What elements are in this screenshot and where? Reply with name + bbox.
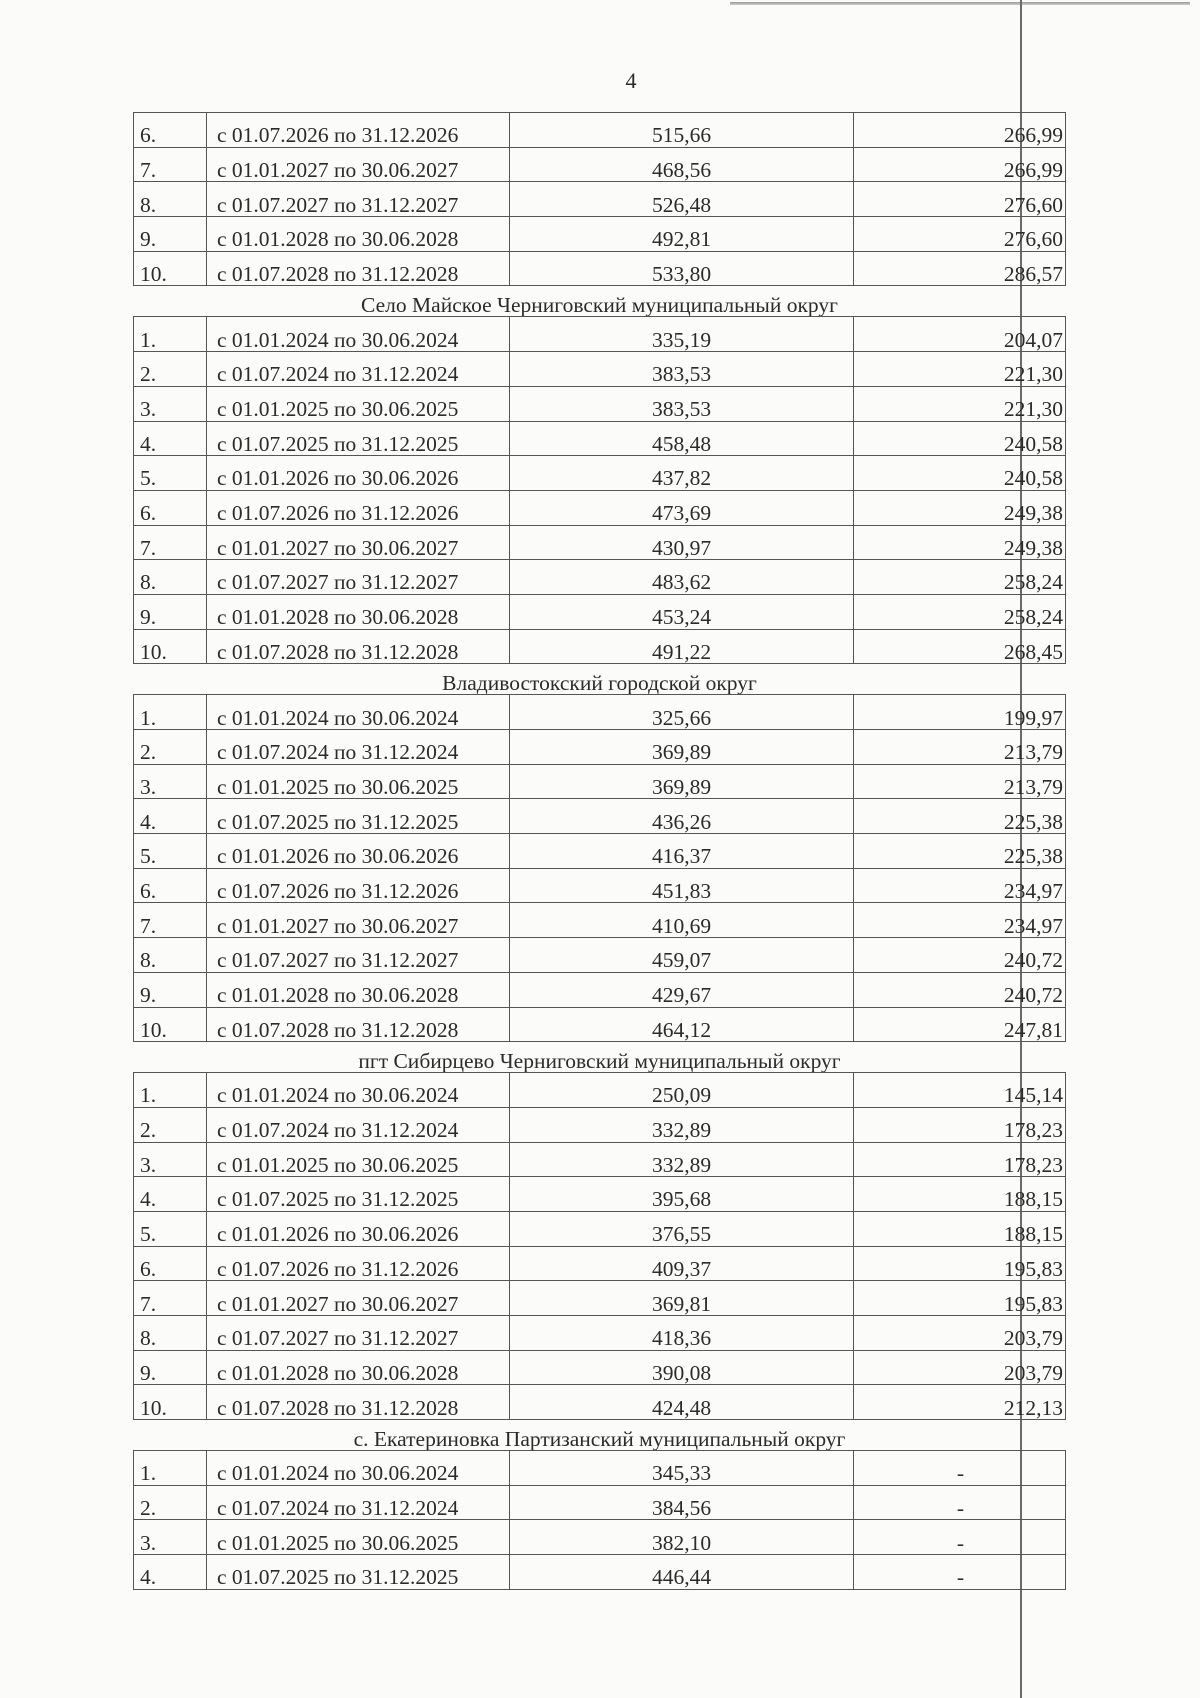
tariff-value-1: 369,89 [510,764,854,799]
tariff-value-1: 533,80 [510,251,854,286]
tariff-value-1: 376,55 [510,1211,854,1246]
period-cell: с 01.01.2025 по 30.06.2025 [207,1520,510,1555]
tariff-value-1: 436,26 [510,799,854,834]
period-cell: с 01.07.2026 по 31.12.2026 [207,113,510,148]
period-cell: с 01.07.2027 по 31.12.2027 [207,182,510,217]
table-row [134,490,1066,525]
tariff-value-2: 286,57 [854,251,1066,286]
tariff-value-2: 258,24 [854,594,1066,629]
tariff-value-1: 424,48 [510,1385,854,1420]
row-number: 1. [134,317,207,352]
row-number: 3. [134,1142,207,1177]
row-number: 2. [134,1485,207,1520]
table-row [134,1073,1066,1108]
row-number: 6. [134,868,207,903]
tariff-value-2: 203,79 [854,1350,1066,1385]
tariff-value-2: 204,07 [854,317,1066,352]
table-row [134,182,1066,217]
tariff-value-1: 451,83 [510,868,854,903]
period-cell: с 01.07.2026 по 31.12.2026 [207,490,510,525]
row-number: 3. [134,1520,207,1555]
table-row [134,1007,1066,1042]
period-cell: с 01.01.2027 по 30.06.2027 [207,903,510,938]
table-row [134,1520,1066,1555]
tariff-value-2: 145,14 [854,1073,1066,1108]
period-cell: с 01.07.2028 по 31.12.2028 [207,251,510,286]
tariff-value-2: 221,30 [854,386,1066,421]
row-number: 5. [134,1211,207,1246]
tariff-value-2: 178,23 [854,1142,1066,1177]
tariff-value-1: 458,48 [510,421,854,456]
tariff-value-2: 268,45 [854,629,1066,664]
period-cell: с 01.01.2024 по 30.06.2024 [207,317,510,352]
page-number: 4 [625,68,637,93]
table-row [134,764,1066,799]
tariff-value-1: 418,36 [510,1316,854,1351]
period-cell: с 01.07.2025 по 31.12.2025 [207,799,510,834]
table-row [134,1316,1066,1351]
period-cell: с 01.01.2026 по 30.06.2026 [207,1211,510,1246]
row-number: 9. [134,972,207,1007]
section-header-row [134,286,1066,317]
table-row [134,525,1066,560]
period-cell: с 01.01.2024 по 30.06.2024 [207,695,510,730]
tariff-value-2: 225,38 [854,799,1066,834]
period-cell: с 01.07.2025 по 31.12.2025 [207,1177,510,1212]
tariff-value-1: 409,37 [510,1246,854,1281]
period-cell: с 01.01.2025 по 30.06.2025 [207,1142,510,1177]
period-cell: с 01.01.2024 по 30.06.2024 [207,1073,510,1108]
table-row [134,903,1066,938]
tariff-value-1: 453,24 [510,594,854,629]
table-row [134,1281,1066,1316]
section-header-row [134,664,1066,695]
row-number: 8. [134,560,207,595]
period-cell: с 01.07.2024 по 31.12.2024 [207,352,510,387]
tariff-value-1: 492,81 [510,217,854,252]
period-cell: с 01.01.2028 по 30.06.2028 [207,217,510,252]
row-number: 1. [134,1073,207,1108]
table-row [134,1107,1066,1142]
period-cell: с 01.01.2026 по 30.06.2026 [207,834,510,869]
section-title: Село Майское Черниговский муниципальный округ [134,286,1066,317]
period-cell: с 01.07.2028 по 31.12.2028 [207,629,510,664]
row-number: 9. [134,1350,207,1385]
period-cell: с 01.07.2027 по 31.12.2027 [207,938,510,973]
tariff-value-2: 225,38 [854,834,1066,869]
section-title: пгт Сибирцево Черниговский муниципальный округ [134,1042,1066,1073]
tariff-value-1: 483,62 [510,560,854,595]
tariff-value-1: 410,69 [510,903,854,938]
tariff-table-body [134,113,1066,1590]
period-cell: с 01.07.2024 по 31.12.2024 [207,1107,510,1142]
row-number: 7. [134,147,207,182]
row-number: 2. [134,1107,207,1142]
tariff-value-2: 234,97 [854,903,1066,938]
tariff-value-1: 459,07 [510,938,854,973]
tariff-table [133,112,1066,1590]
period-cell: с 01.01.2028 по 30.06.2028 [207,972,510,1007]
tariff-value-1: 429,67 [510,972,854,1007]
row-number: 5. [134,834,207,869]
tariff-value-1: 491,22 [510,629,854,664]
tariff-value-2: 258,24 [854,560,1066,595]
period-cell: с 01.01.2027 по 30.06.2027 [207,1281,510,1316]
tariff-value-1: 468,56 [510,147,854,182]
tariff-value-2: 195,83 [854,1246,1066,1281]
row-number: 10. [134,1385,207,1420]
period-cell: с 01.01.2025 по 30.06.2025 [207,386,510,421]
row-number: 4. [134,421,207,456]
period-cell: с 01.01.2027 по 30.06.2027 [207,525,510,560]
table-row [134,799,1066,834]
tariff-value-2: 240,58 [854,421,1066,456]
tariff-value-2: 247,81 [854,1007,1066,1042]
table-row [134,217,1066,252]
table-row [134,1177,1066,1212]
table-row [134,1485,1066,1520]
tariff-value-2: 212,13 [854,1385,1066,1420]
row-number: 7. [134,903,207,938]
section-title: с. Екатериновка Партизанский муниципальный округ [134,1420,1066,1451]
tariff-value-2: 199,97 [854,695,1066,730]
tariff-value-1: 383,53 [510,386,854,421]
period-cell: с 01.07.2026 по 31.12.2026 [207,1246,510,1281]
table-row [134,386,1066,421]
period-cell: с 01.07.2028 по 31.12.2028 [207,1385,510,1420]
row-number: 6. [134,113,207,148]
tariff-value-2: 203,79 [854,1316,1066,1351]
tariff-value-2: 195,83 [854,1281,1066,1316]
period-cell: с 01.01.2027 по 30.06.2027 [207,147,510,182]
period-cell: с 01.07.2025 по 31.12.2025 [207,421,510,456]
tariff-value-1: 446,44 [510,1555,854,1590]
tariff-value-1: 369,81 [510,1281,854,1316]
section-header-row [134,1420,1066,1451]
tariff-value-1: 382,10 [510,1520,854,1555]
period-cell: с 01.07.2027 по 31.12.2027 [207,560,510,595]
tariff-value-2: 240,72 [854,972,1066,1007]
tariff-value-2: 276,60 [854,182,1066,217]
tariff-value-2: - [854,1520,1066,1555]
row-number: 2. [134,730,207,765]
table-row [134,1451,1066,1486]
tariff-value-1: 369,89 [510,730,854,765]
tariff-value-1: 464,12 [510,1007,854,1042]
table-row [134,317,1066,352]
table-row [134,251,1066,286]
tariff-value-1: 430,97 [510,525,854,560]
tariff-value-1: 416,37 [510,834,854,869]
tariff-value-1: 345,33 [510,1451,854,1486]
period-cell: с 01.07.2025 по 31.12.2025 [207,1555,510,1590]
tariff-value-1: 250,09 [510,1073,854,1108]
tariff-value-2: - [854,1555,1066,1590]
table-row [134,1211,1066,1246]
row-number: 3. [134,386,207,421]
row-number: 10. [134,629,207,664]
table-row [134,113,1066,148]
row-number: 1. [134,1451,207,1486]
row-number: 6. [134,490,207,525]
table-row [134,1555,1066,1590]
tariff-value-2: 266,99 [854,147,1066,182]
period-cell: с 01.07.2024 по 31.12.2024 [207,730,510,765]
row-number: 6. [134,1246,207,1281]
table-row [134,972,1066,1007]
period-cell: с 01.01.2028 по 30.06.2028 [207,1350,510,1385]
tariff-value-1: 325,66 [510,695,854,730]
period-cell: с 01.01.2026 по 30.06.2026 [207,456,510,491]
period-cell: с 01.07.2024 по 31.12.2024 [207,1485,510,1520]
tariff-value-2: 178,23 [854,1107,1066,1142]
row-number: 1. [134,695,207,730]
period-cell: с 01.01.2028 по 30.06.2028 [207,594,510,629]
row-number: 9. [134,217,207,252]
row-number: 4. [134,799,207,834]
tariff-value-2: 240,58 [854,456,1066,491]
tariff-value-2: 213,79 [854,730,1066,765]
tariff-value-2: 188,15 [854,1177,1066,1212]
tariff-value-2: 276,60 [854,217,1066,252]
row-number: 4. [134,1177,207,1212]
table-row [134,456,1066,491]
table-row [134,352,1066,387]
row-number: 4. [134,1555,207,1590]
tariff-value-1: 332,89 [510,1107,854,1142]
section-title: Владивостокский городской округ [134,664,1066,695]
tariff-value-2: 221,30 [854,352,1066,387]
tariff-value-1: 335,19 [510,317,854,352]
row-number: 10. [134,251,207,286]
table-row [134,938,1066,973]
row-number: 8. [134,1316,207,1351]
tariff-value-2: 266,99 [854,113,1066,148]
tariff-value-1: 437,82 [510,456,854,491]
table-row [134,594,1066,629]
tariff-value-1: 395,68 [510,1177,854,1212]
table-row [134,1246,1066,1281]
tariff-value-2: - [854,1485,1066,1520]
tariff-value-2: 234,97 [854,868,1066,903]
section-header-row [134,1042,1066,1073]
tariff-value-2: - [854,1451,1066,1486]
tariff-value-1: 390,08 [510,1350,854,1385]
row-number: 2. [134,352,207,387]
tariff-value-2: 213,79 [854,764,1066,799]
table-row [134,1142,1066,1177]
table-row [134,147,1066,182]
period-cell: с 01.01.2025 по 30.06.2025 [207,764,510,799]
period-cell: с 01.07.2028 по 31.12.2028 [207,1007,510,1042]
row-number: 3. [134,764,207,799]
row-number: 5. [134,456,207,491]
tariff-value-1: 332,89 [510,1142,854,1177]
table-row [134,695,1066,730]
table-row [134,421,1066,456]
tariff-value-1: 384,56 [510,1485,854,1520]
row-number: 8. [134,182,207,217]
table-row [134,1350,1066,1385]
tariff-value-2: 249,38 [854,490,1066,525]
table-row [134,1385,1066,1420]
row-number: 8. [134,938,207,973]
table-row [134,868,1066,903]
scan-edge-line [730,2,1190,5]
row-number: 9. [134,594,207,629]
period-cell: с 01.07.2027 по 31.12.2027 [207,1316,510,1351]
tariff-value-2: 249,38 [854,525,1066,560]
tariff-value-2: 188,15 [854,1211,1066,1246]
period-cell: с 01.01.2024 по 30.06.2024 [207,1451,510,1486]
row-number: 7. [134,1281,207,1316]
tariff-value-2: 240,72 [854,938,1066,973]
table-row [134,834,1066,869]
tariff-value-1: 473,69 [510,490,854,525]
tariff-value-1: 526,48 [510,182,854,217]
table-row [134,629,1066,664]
table-row [134,560,1066,595]
row-number: 7. [134,525,207,560]
period-cell: с 01.07.2026 по 31.12.2026 [207,868,510,903]
table-row [134,730,1066,765]
tariff-value-1: 383,53 [510,352,854,387]
tariff-value-1: 515,66 [510,113,854,148]
row-number: 10. [134,1007,207,1042]
